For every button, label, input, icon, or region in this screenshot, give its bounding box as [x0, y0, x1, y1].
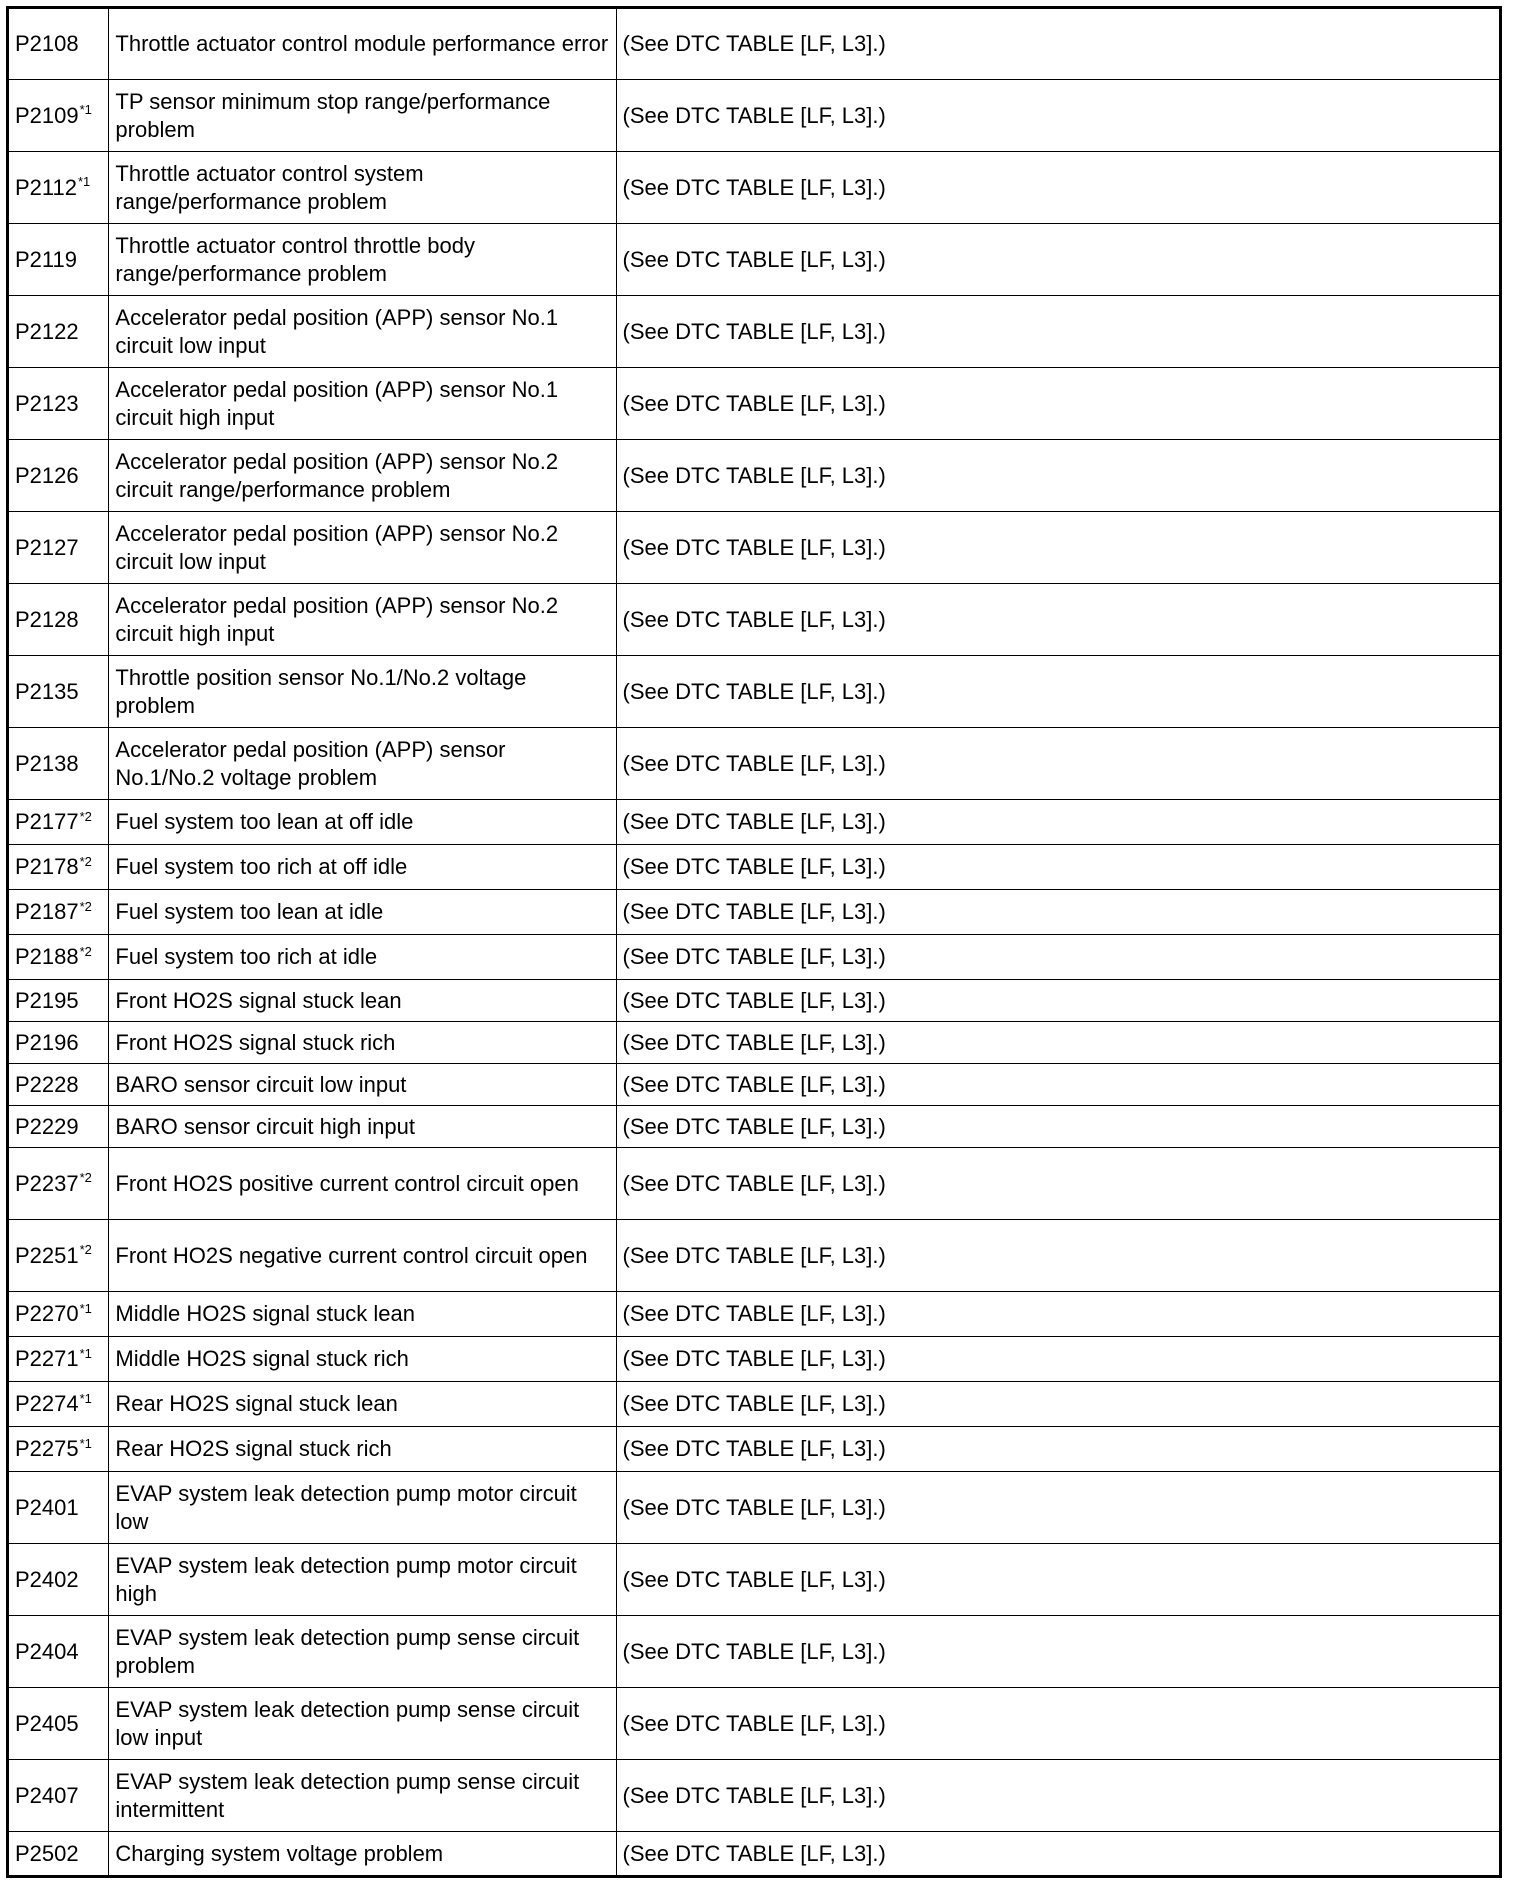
reference-cell: (See DTC TABLE [LF, L3].): [616, 80, 1500, 152]
footnote-marker: *2: [79, 943, 92, 959]
reference-cell: (See DTC TABLE [LF, L3].): [616, 1544, 1500, 1616]
dtc-code: P2402: [15, 1566, 79, 1592]
dtc-code-cell: [8, 890, 109, 935]
dtc-table-body: [8, 8, 1501, 1877]
reference-cell: (See DTC TABLE [LF, L3].): [616, 296, 1500, 368]
table-row: [8, 224, 1501, 296]
reference-cell: (See DTC TABLE [LF, L3].): [616, 1148, 1500, 1220]
reference-cell: (See DTC TABLE [LF, L3].): [616, 890, 1500, 935]
dtc-code-cell: [8, 440, 109, 512]
dtc-code-cell: [8, 80, 109, 152]
dtc-code: P2128: [15, 606, 79, 632]
dtc-code-cell: [8, 1148, 109, 1220]
reference-cell: (See DTC TABLE [LF, L3].): [616, 440, 1500, 512]
condition-cell: Front HO2S negative current control circuit open: [109, 1220, 616, 1292]
dtc-code: P2196: [15, 1029, 79, 1055]
reference-cell: (See DTC TABLE [LF, L3].): [616, 584, 1500, 656]
condition-cell: Rear HO2S signal stuck rich: [109, 1427, 616, 1472]
footnote-marker: *1: [79, 1345, 92, 1361]
condition-cell: EVAP system leak detection pump motor circuit low: [109, 1472, 616, 1544]
dtc-code-cell: [8, 1382, 109, 1427]
table-row: [8, 1472, 1501, 1544]
reference-cell: (See DTC TABLE [LF, L3].): [616, 1106, 1500, 1148]
table-row: [8, 1064, 1501, 1106]
table-row: [8, 980, 1501, 1022]
dtc-code-cell: [8, 1472, 109, 1544]
dtc-code: P2228: [15, 1071, 79, 1097]
reference-cell: (See DTC TABLE [LF, L3].): [616, 1832, 1500, 1877]
dtc-code: P2138: [15, 750, 79, 776]
dtc-code: P2407: [15, 1782, 79, 1808]
reference-cell: (See DTC TABLE [LF, L3].): [616, 8, 1500, 80]
dtc-code: P2108: [15, 31, 79, 56]
condition-cell: Accelerator pedal position (APP) sensor No.2 circuit low input: [109, 512, 616, 584]
footnote-marker: *1: [79, 1435, 92, 1451]
table-row: [8, 296, 1501, 368]
condition-cell: BARO sensor circuit low input: [109, 1064, 616, 1106]
dtc-code-cell: [8, 512, 109, 584]
dtc-code: P2401: [15, 1494, 79, 1520]
condition-cell: Throttle actuator control module performance error: [109, 8, 616, 80]
dtc-code: P2195: [15, 987, 79, 1013]
condition-cell: Throttle actuator control throttle body range/performance problem: [109, 224, 616, 296]
condition-cell: TP sensor minimum stop range/performance problem: [109, 80, 616, 152]
dtc-code-cell: [8, 224, 109, 296]
dtc-code: P2270: [15, 1301, 79, 1326]
dtc-code-cell: [8, 584, 109, 656]
condition-cell: Middle HO2S signal stuck lean: [109, 1292, 616, 1337]
dtc-code: P2251: [15, 1242, 79, 1268]
condition-cell: EVAP system leak detection pump motor circuit high: [109, 1544, 616, 1616]
reference-cell: (See DTC TABLE [LF, L3].): [616, 1427, 1500, 1472]
reference-cell: (See DTC TABLE [LF, L3].): [616, 800, 1500, 845]
dtc-code: P2119: [15, 246, 77, 272]
table-row: [8, 1292, 1501, 1337]
table-row: [8, 1022, 1501, 1064]
dtc-code-cell: [8, 8, 109, 80]
dtc-code-cell: [8, 1022, 109, 1064]
reference-cell: (See DTC TABLE [LF, L3].): [616, 1064, 1500, 1106]
condition-cell: Front HO2S signal stuck lean: [109, 980, 616, 1022]
table-row: [8, 935, 1501, 980]
dtc-code: P2123: [15, 390, 79, 416]
table-row: [8, 845, 1501, 890]
condition-cell: Front HO2S positive current control circuit open: [109, 1148, 616, 1220]
footnote-marker: *2: [79, 1242, 92, 1258]
dtc-code-cell: [8, 980, 109, 1022]
dtc-code-cell: [8, 1760, 109, 1832]
dtc-code-cell: [8, 728, 109, 800]
table-row: [8, 1544, 1501, 1616]
dtc-code: P2275: [15, 1436, 79, 1461]
table-row: [8, 800, 1501, 845]
table-row: [8, 1220, 1501, 1292]
dtc-code: P2177: [15, 809, 79, 834]
condition-cell: EVAP system leak detection pump sense circuit low input: [109, 1688, 616, 1760]
table-row: [8, 584, 1501, 656]
dtc-code-cell: [8, 1106, 109, 1148]
condition-cell: Accelerator pedal position (APP) sensor No.2 circuit range/performance problem: [109, 440, 616, 512]
condition-cell: Accelerator pedal position (APP) sensor No.2 circuit high input: [109, 584, 616, 656]
table-row: [8, 656, 1501, 728]
dtc-code: P2405: [15, 1710, 79, 1736]
dtc-code-cell: [8, 935, 109, 980]
footnote-marker: *2: [79, 898, 92, 914]
dtc-code-cell: [8, 656, 109, 728]
reference-cell: (See DTC TABLE [LF, L3].): [616, 845, 1500, 890]
dtc-code-cell: [8, 1616, 109, 1688]
dtc-code: P2109: [15, 102, 79, 128]
table-row: [8, 1337, 1501, 1382]
condition-cell: Middle HO2S signal stuck rich: [109, 1337, 616, 1382]
table-row: [8, 1148, 1501, 1220]
dtc-code: P2112: [15, 174, 77, 200]
dtc-code-cell: [8, 1337, 109, 1382]
dtc-code: P2271: [15, 1346, 79, 1371]
condition-cell: Accelerator pedal position (APP) sensor No.1 circuit high input: [109, 368, 616, 440]
reference-cell: (See DTC TABLE [LF, L3].): [616, 368, 1500, 440]
dtc-code-cell: [8, 1427, 109, 1472]
table-row: [8, 1106, 1501, 1148]
reference-cell: (See DTC TABLE [LF, L3].): [616, 224, 1500, 296]
reference-cell: (See DTC TABLE [LF, L3].): [616, 152, 1500, 224]
dtc-code: P2126: [15, 462, 79, 488]
table-row: [8, 1688, 1501, 1760]
reference-cell: (See DTC TABLE [LF, L3].): [616, 1616, 1500, 1688]
dtc-table: [6, 6, 1502, 1878]
condition-cell: Charging system voltage problem: [109, 1832, 616, 1877]
dtc-code-cell: [8, 152, 109, 224]
reference-cell: (See DTC TABLE [LF, L3].): [616, 1337, 1500, 1382]
dtc-code-cell: [8, 800, 109, 845]
condition-cell: EVAP system leak detection pump sense circuit intermittent: [109, 1760, 616, 1832]
dtc-code-cell: [8, 845, 109, 890]
table-row: [8, 80, 1501, 152]
reference-cell: (See DTC TABLE [LF, L3].): [616, 1688, 1500, 1760]
reference-cell: (See DTC TABLE [LF, L3].): [616, 1220, 1500, 1292]
footnote-marker: *1: [77, 174, 91, 190]
dtc-code: P2127: [15, 534, 79, 560]
footnote-marker: *2: [79, 1170, 92, 1186]
table-row: [8, 1382, 1501, 1427]
dtc-code: P2135: [15, 678, 79, 704]
reference-cell: (See DTC TABLE [LF, L3].): [616, 656, 1500, 728]
dtc-code: P2122: [15, 318, 79, 344]
dtc-code-cell: [8, 1220, 109, 1292]
table-row: [8, 728, 1501, 800]
condition-cell: Accelerator pedal position (APP) sensor No.1 circuit low input: [109, 296, 616, 368]
footnote-marker: *1: [79, 1300, 92, 1316]
table-row: [8, 890, 1501, 935]
dtc-code: P2187: [15, 899, 79, 924]
reference-cell: (See DTC TABLE [LF, L3].): [616, 1760, 1500, 1832]
reference-cell: (See DTC TABLE [LF, L3].): [616, 728, 1500, 800]
dtc-code: P2502: [15, 1840, 79, 1866]
dtc-code: P2404: [15, 1638, 79, 1664]
dtc-code-cell: [8, 1544, 109, 1616]
dtc-code: P2229: [15, 1113, 79, 1139]
dtc-code-cell: [8, 1688, 109, 1760]
reference-cell: (See DTC TABLE [LF, L3].): [616, 1472, 1500, 1544]
footnote-marker: *2: [79, 853, 92, 869]
condition-cell: Front HO2S signal stuck rich: [109, 1022, 616, 1064]
condition-cell: Accelerator pedal position (APP) sensor No.1/No.2 voltage problem: [109, 728, 616, 800]
condition-cell: Rear HO2S signal stuck lean: [109, 1382, 616, 1427]
condition-cell: Throttle actuator control system range/performance problem: [109, 152, 616, 224]
condition-cell: Throttle position sensor No.1/No.2 voltage problem: [109, 656, 616, 728]
dtc-code-cell: [8, 1292, 109, 1337]
reference-cell: (See DTC TABLE [LF, L3].): [616, 935, 1500, 980]
dtc-code: P2274: [15, 1391, 79, 1416]
footnote-marker: *1: [79, 1390, 92, 1406]
footnote-marker: *2: [79, 808, 92, 824]
reference-cell: (See DTC TABLE [LF, L3].): [616, 1022, 1500, 1064]
dtc-code-cell: [8, 1064, 109, 1106]
dtc-code-cell: [8, 368, 109, 440]
condition-cell: Fuel system too lean at idle: [109, 890, 616, 935]
condition-cell: Fuel system too rich at off idle: [109, 845, 616, 890]
reference-cell: (See DTC TABLE [LF, L3].): [616, 980, 1500, 1022]
table-row: [8, 1616, 1501, 1688]
table-row: [8, 368, 1501, 440]
reference-cell: (See DTC TABLE [LF, L3].): [616, 512, 1500, 584]
table-row: [8, 440, 1501, 512]
table-row: [8, 8, 1501, 80]
footnote-marker: *1: [79, 102, 92, 118]
dtc-code: P2188: [15, 944, 79, 969]
reference-cell: (See DTC TABLE [LF, L3].): [616, 1382, 1500, 1427]
table-row: [8, 1427, 1501, 1472]
condition-cell: BARO sensor circuit high input: [109, 1106, 616, 1148]
reference-cell: (See DTC TABLE [LF, L3].): [616, 1292, 1500, 1337]
table-row: [8, 512, 1501, 584]
table-row: [8, 1760, 1501, 1832]
table-row: [8, 152, 1501, 224]
condition-cell: EVAP system leak detection pump sense circuit problem: [109, 1616, 616, 1688]
dtc-code: P2178: [15, 854, 79, 879]
table-row: [8, 1832, 1501, 1877]
dtc-code-cell: [8, 1832, 109, 1877]
dtc-code: P2237: [15, 1170, 79, 1196]
dtc-code-cell: [8, 296, 109, 368]
condition-cell: Fuel system too lean at off idle: [109, 800, 616, 845]
condition-cell: Fuel system too rich at idle: [109, 935, 616, 980]
